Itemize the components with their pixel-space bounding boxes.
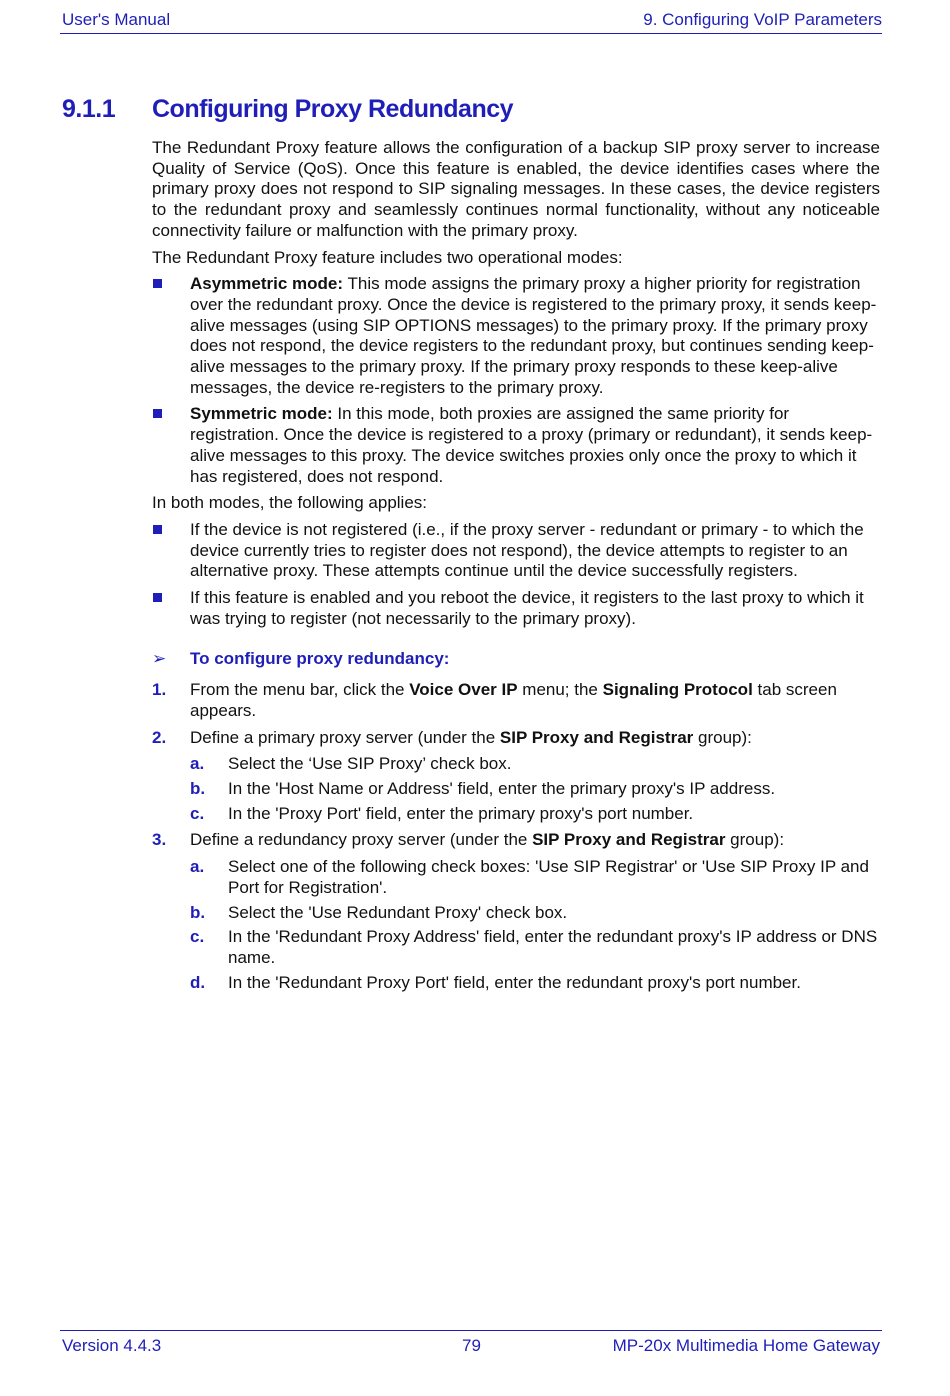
substep-letter: a.	[190, 754, 205, 774]
group-name: SIP Proxy and Registrar	[532, 830, 726, 850]
substep	[152, 973, 880, 994]
substep-text: Select one of the following check boxes: 'Use SIP Registrar' or 'Use SIP Proxy IP and Port for Registration'.	[228, 857, 869, 897]
mode-item-symmetric	[152, 404, 880, 487]
mode-text: This mode assigns the primary proxy a higher priority for registration over the redundant proxy. Once the device is registered to the primary proxy, it sends keep-alive messages (using SIP OPTIONS messages) to the primary proxy. If the primary proxy does not respond, the device registers to the redundant proxy, but continues sending keep-alive messages to the primary proxy. If the primary proxy responds to these keep-alive messages, the device re-registers to the primary proxy.	[190, 274, 877, 397]
substep	[152, 927, 880, 968]
step-text: tab screen appears.	[190, 680, 837, 720]
substep-letter: b.	[190, 902, 206, 922]
both-modes-intro: In both modes, the following applies:	[152, 493, 428, 513]
document-body	[152, 138, 880, 997]
bullet-square-icon	[153, 593, 162, 602]
group-name: SIP Proxy and Registrar	[499, 727, 694, 747]
substep-text: In the 'Proxy Port' field, enter the primary proxy's port number.	[228, 803, 694, 823]
header-manual-title: User's Manual	[62, 10, 171, 29]
both-item-text: If the device is not registered (i.e., if the proxy server - redundant or primary - to which the device currently tries to register does not respond), the device attempts to register to an alternative proxy. These attempts continue until the device successfully registers.	[190, 519, 864, 581]
section-number: 9.1.1	[62, 95, 116, 123]
mode-text: In this mode, both proxies are assigned the same priority for registration. Once the device is registered to a proxy (primary or redundant), it sends keep-alive messages to this proxy. The device switches proxies only once the proxy to which it has registered, does not respond.	[190, 404, 873, 486]
substep-text: Select the 'Use Redundant Proxy' check box.	[228, 902, 568, 922]
substep	[152, 779, 880, 800]
step-2	[152, 728, 880, 749]
arrow-bullet-icon: ➢	[152, 649, 167, 669]
substep	[152, 804, 880, 825]
substep-text: In the 'Redundant Proxy Address' field, enter the redundant proxy's IP address or DNS name.	[228, 927, 878, 967]
footer-product-name: MP-20x Multimedia Home Gateway	[612, 1336, 880, 1355]
section-title: Configuring Proxy Redundancy	[152, 95, 514, 123]
header-chapter-title: 9. Configuring VoIP Parameters	[643, 10, 882, 29]
modes-intro: The Redundant Proxy feature includes two operational modes:	[152, 247, 623, 267]
bullet-square-icon	[153, 279, 162, 288]
menu-name: Voice Over IP	[409, 680, 518, 700]
step-text: Define a primary proxy server (under the	[190, 727, 500, 747]
step-1	[152, 680, 880, 721]
procedure-title: To configure proxy redundancy:	[190, 649, 450, 669]
mode-item-asymmetric	[152, 274, 880, 398]
footer-divider	[60, 1330, 882, 1331]
step-text: Define a redundancy proxy server (under the	[190, 830, 533, 850]
substep-letter: c.	[190, 927, 205, 947]
substep	[152, 754, 880, 775]
section-heading	[62, 95, 513, 124]
bullet-square-icon	[153, 525, 162, 534]
substep-text: In the 'Host Name or Address' field, enter the primary proxy's IP address.	[228, 778, 776, 798]
both-item-text: If this feature is enabled and you reboot the device, it registers to the last proxy to which it was trying to register (not necessarily to the primary proxy).	[190, 588, 864, 628]
step-text: group):	[693, 727, 752, 747]
step-text: menu; the	[517, 680, 603, 700]
step-text: From the menu bar, click the	[190, 680, 410, 700]
bullet-square-icon	[153, 409, 162, 418]
substep-text: In the 'Redundant Proxy Port' field, enter the redundant proxy's port number.	[228, 972, 801, 992]
mode-label: Symmetric mode:	[190, 404, 333, 424]
step-text: group):	[725, 830, 785, 850]
substep-letter: c.	[190, 803, 205, 823]
footer-version: Version 4.4.3	[62, 1336, 162, 1355]
step-number: 3.	[152, 830, 167, 850]
substep	[152, 903, 880, 924]
substep-letter: d.	[190, 972, 206, 992]
tab-name: Signaling Protocol	[602, 680, 753, 700]
both-item	[152, 588, 880, 629]
step-number: 2.	[152, 727, 167, 747]
both-item	[152, 520, 880, 582]
procedure-heading	[152, 649, 880, 670]
header-divider	[60, 33, 882, 34]
substep-letter: b.	[190, 778, 206, 798]
mode-label: Asymmetric mode:	[190, 274, 344, 294]
substep	[152, 857, 880, 898]
step-3	[152, 830, 880, 851]
substep-letter: a.	[190, 857, 205, 877]
substep-text: Select the ‘Use SIP Proxy’ check box.	[228, 754, 512, 774]
page-number: 79	[462, 1336, 481, 1355]
intro-paragraph: The Redundant Proxy feature allows the configuration of a backup SIP proxy server to increase Quality of Service (QoS). Once this feature is enabled, the device identifies cases where the primary proxy does not respond to SIP signaling messages. In these cases, the device registers to the redundant proxy and seamlessly continues normal functionality, without any noticeable connectivity failure or malfunction with the primary proxy.	[152, 138, 880, 240]
step-number: 1.	[152, 680, 167, 700]
